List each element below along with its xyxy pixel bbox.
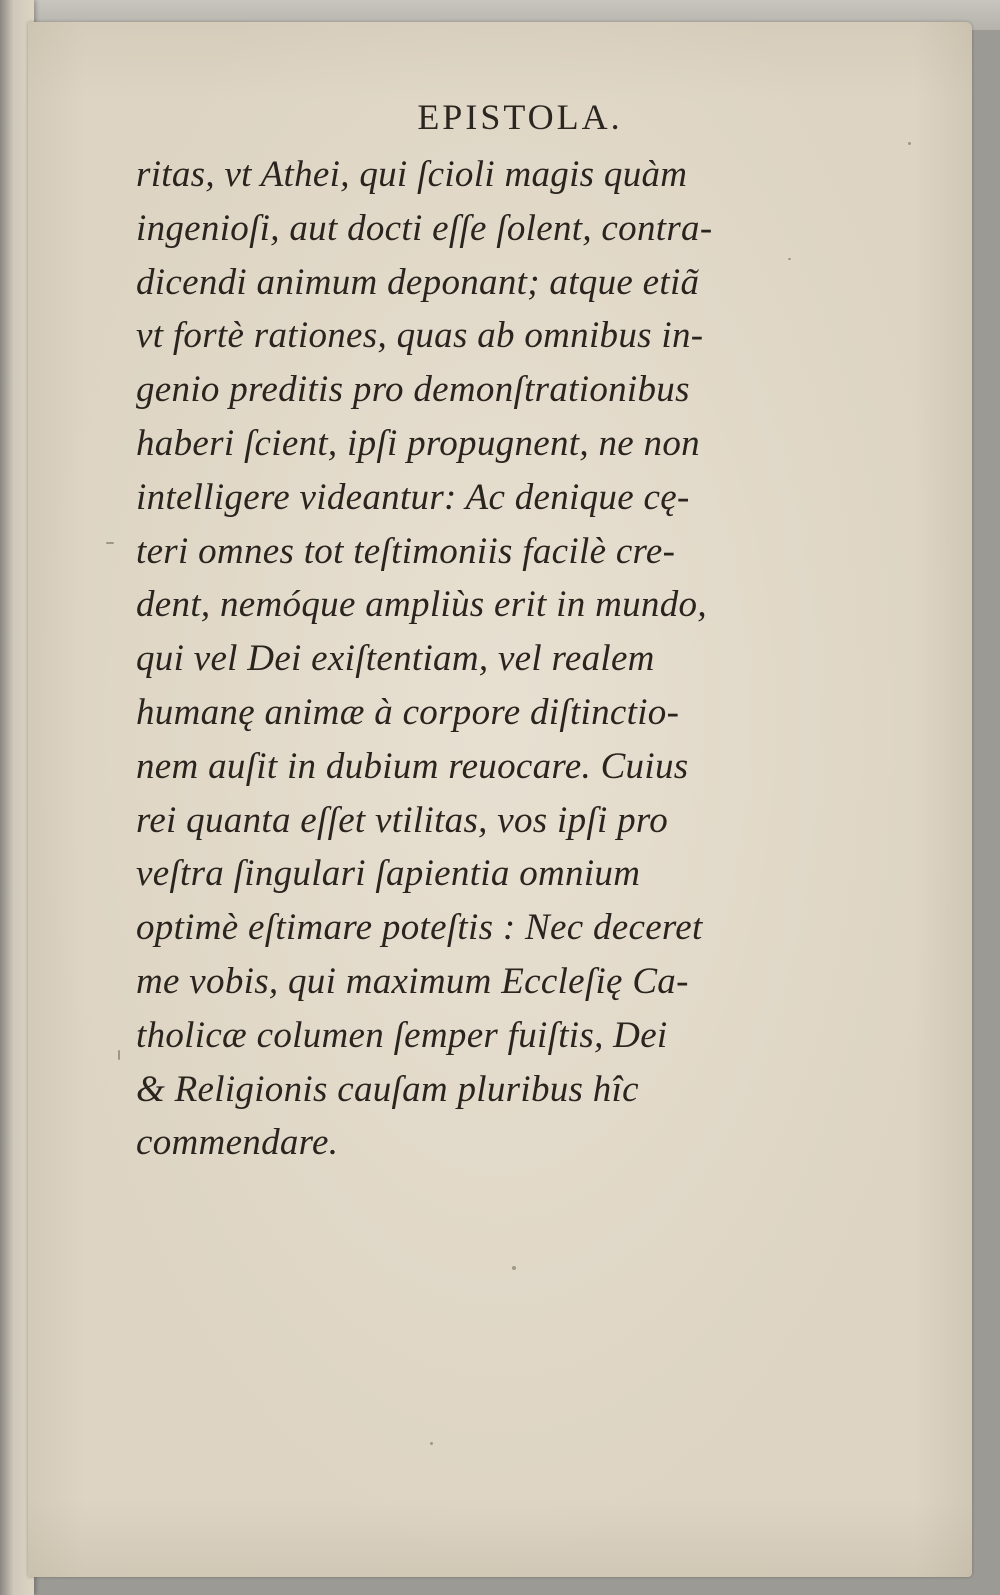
text-line: nem auſit in dubium reuocare. Cuius xyxy=(136,745,689,787)
text-line: optimè eſtimare poteſtis : Nec deceret xyxy=(136,907,703,949)
text-line: ritas, vt Athei, qui ſcioli magis quàm xyxy=(136,154,688,195)
text-line: commendare. xyxy=(136,1122,339,1164)
running-head xyxy=(0,96,1000,138)
text-line: ingenioſi, aut docti eſſe ſolent, contra- xyxy=(136,207,713,249)
text-line: teri omnes tot teſtimoniis facilè cre- xyxy=(136,530,676,572)
running-head-text: EPISTOLA. xyxy=(417,97,623,137)
text-line: vt fortè rationes, quas ab omnibus in- xyxy=(136,315,704,357)
text-line: dicendi animum deponant; atque etiã xyxy=(136,261,700,303)
text-line: humanę animæ à corpore diſtinctio- xyxy=(136,691,680,733)
text-line: veſtra ſingulari ſapientia omnium xyxy=(136,853,641,895)
paper-speck xyxy=(430,1442,433,1445)
text-line: haberi ſcient, ipſi propugnent, ne non xyxy=(136,422,700,464)
text-line: intelligere videantur: Ac denique cę- xyxy=(136,476,690,518)
text-line: qui vel Dei exiſtentiam, vel realem xyxy=(136,638,655,680)
paper-speck xyxy=(106,542,114,544)
paper-speck xyxy=(118,1050,120,1060)
body-text xyxy=(136,148,776,1170)
text-line: & Religionis cauſam pluribus hîc xyxy=(136,1068,639,1110)
text-line: rei quanta eſſet vtilitas, vos ipſi pro xyxy=(136,799,669,841)
text-line: me vobis, qui maximum Eccleſię Ca- xyxy=(136,960,689,1002)
text-line: tholicæ columen ſemper fuiſtis, Dei xyxy=(136,1014,668,1056)
paper-speck xyxy=(788,258,791,260)
paper-speck xyxy=(908,142,911,145)
paper-speck xyxy=(512,1266,516,1270)
text-line: dent, nemóque ampliùs erit in mundo, xyxy=(136,584,707,626)
text-line: genio preditis pro demonſtrationibus xyxy=(136,369,690,411)
